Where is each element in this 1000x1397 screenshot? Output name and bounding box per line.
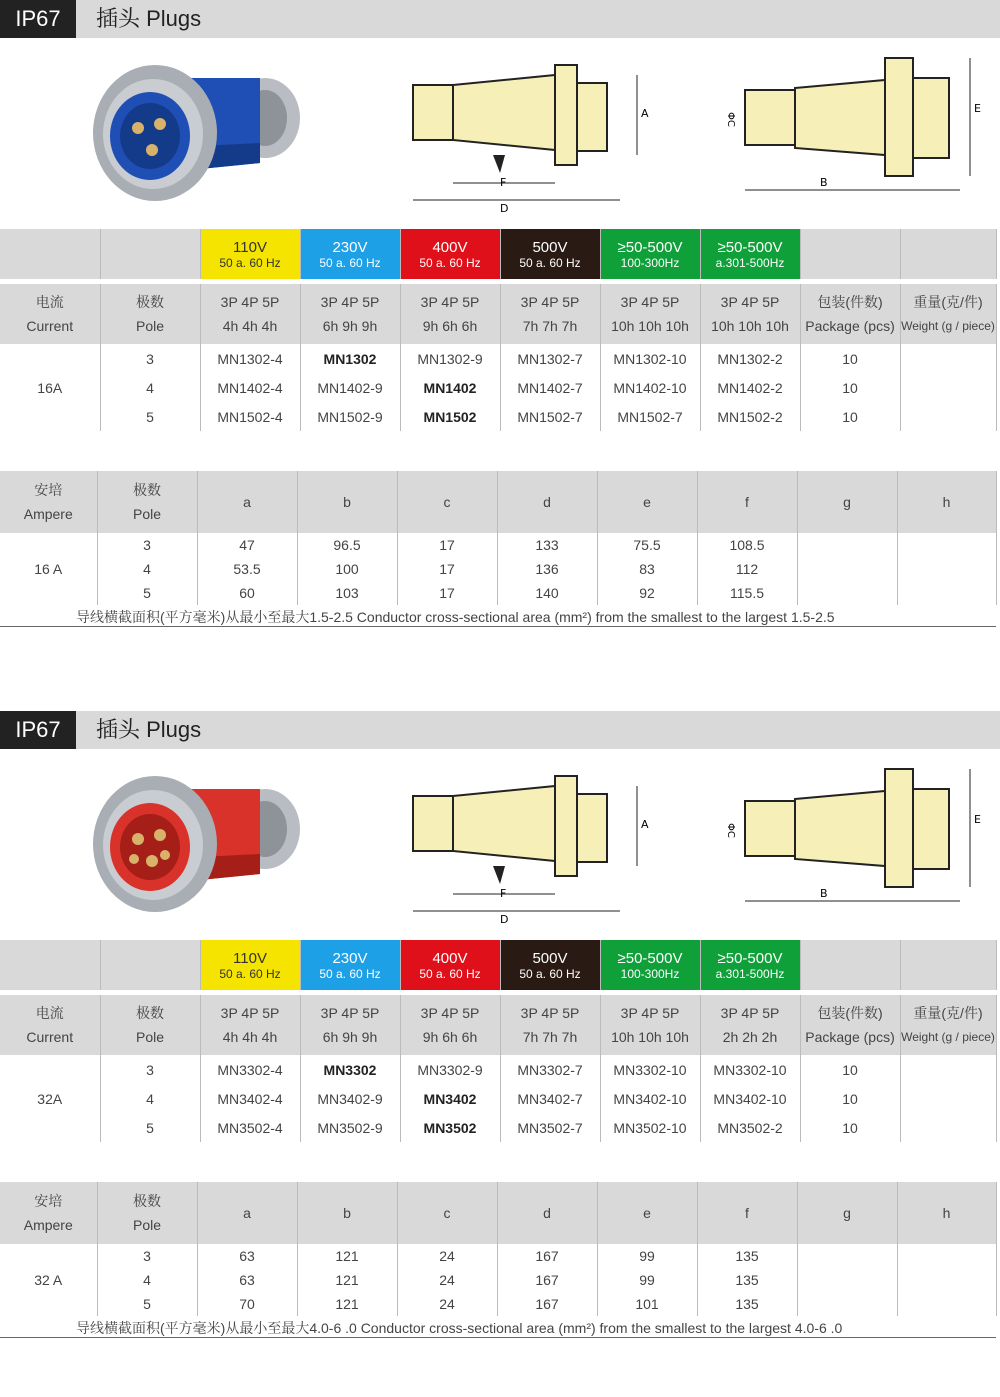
plug-photo: [90, 759, 320, 929]
frequency-value: 50 a. 60 Hz: [519, 255, 581, 270]
voltage-value: 230V: [332, 238, 368, 256]
dim-label-a: A: [641, 818, 649, 831]
voltage-value: ≥50-500V: [617, 949, 683, 967]
dimension-column-header: b: [297, 471, 397, 533]
blank-cell: [900, 940, 996, 990]
blank-cell: [0, 229, 100, 279]
pole-header: 极数 Pole: [97, 1182, 197, 1244]
dimension-value: 133: [497, 533, 597, 557]
package-header: 包装(件数) Package (pcs): [800, 284, 900, 344]
dimension-value: 135: [697, 1292, 797, 1316]
dim-label-c: ΦC: [725, 112, 736, 127]
weight-value: [900, 344, 996, 373]
dim-label-f: F: [500, 887, 507, 900]
voltage-value: 110V: [233, 949, 267, 967]
section-header: [0, 0, 1000, 38]
model-code: MN3502-4: [200, 1113, 300, 1142]
weight-value: [900, 1055, 996, 1084]
package-value: 10: [800, 402, 900, 431]
dimension-column-header: h: [897, 1182, 996, 1244]
dimension-column-header: g: [797, 471, 897, 533]
table-row: [0, 533, 996, 557]
voltage-cell: [400, 940, 500, 990]
dimension-value: 63: [197, 1244, 297, 1268]
dimension-value: 53.5: [197, 557, 297, 581]
voltage-value: ≥50-500V: [717, 238, 783, 256]
table-row: [0, 1084, 996, 1113]
pole-value: 4: [97, 557, 197, 581]
model-code: MN3302-4: [200, 1055, 300, 1084]
voltage-cell: [400, 229, 500, 279]
pin-hour-header: 3P 4P 5P 9h 6h 6h: [400, 995, 500, 1055]
table-row: [0, 1113, 996, 1142]
dimension-value: 63: [197, 1268, 297, 1292]
model-code: MN3302-10: [700, 1055, 800, 1084]
ip-rating-tag: IP67: [0, 711, 76, 749]
table-row: [0, 344, 996, 373]
frequency-value: 50 a. 60 Hz: [419, 255, 481, 270]
dimension-value: 167: [497, 1292, 597, 1316]
voltage-cell: [300, 229, 400, 279]
pole-value: 5: [97, 581, 197, 605]
model-code: MN3402-4: [200, 1084, 300, 1113]
package-value: 10: [800, 1084, 900, 1113]
divider: [0, 626, 996, 627]
frequency-value: a.301-500Hz: [715, 255, 785, 270]
pole-value: 3: [97, 533, 197, 557]
pole-value: 5: [100, 402, 200, 431]
blank-cell: [100, 940, 200, 990]
model-code: MN1302-2: [700, 344, 800, 373]
model-code: MN3302-10: [600, 1055, 700, 1084]
pole-value: 3: [100, 344, 200, 373]
dimension-value: [897, 581, 996, 605]
model-code: MN3502: [400, 1113, 500, 1142]
ampere-value: 16 A: [0, 533, 97, 605]
model-table: [0, 284, 997, 431]
voltage-value: 500V: [532, 238, 568, 256]
package-value: 10: [800, 344, 900, 373]
model-code: MN1302-10: [600, 344, 700, 373]
dimension-value: [897, 1268, 996, 1292]
blank-cell: [0, 940, 100, 990]
model-code: MN1302-7: [500, 344, 600, 373]
dimension-value: 167: [497, 1268, 597, 1292]
dimension-value: 24: [397, 1268, 497, 1292]
pin-hour-header: 3P 4P 5P 9h 6h 6h: [400, 284, 500, 344]
table-row: [0, 1268, 996, 1292]
current-value: 16A: [0, 344, 100, 431]
model-code: MN3402-9: [300, 1084, 400, 1113]
dimension-value: 108.5: [697, 533, 797, 557]
model-code: MN1502-7: [500, 402, 600, 431]
model-code: MN1302-4: [200, 344, 300, 373]
table-row: [0, 402, 996, 431]
dimension-table: [0, 1182, 997, 1316]
pole-value: 3: [97, 1244, 197, 1268]
dimension-value: 99: [597, 1268, 697, 1292]
voltage-value: 500V: [532, 949, 568, 967]
dimension-value: 121: [297, 1268, 397, 1292]
dimension-value: [897, 557, 996, 581]
dimension-value: 70: [197, 1292, 297, 1316]
section-header: [0, 711, 1000, 749]
dimension-value: 135: [697, 1268, 797, 1292]
frequency-value: 50 a. 60 Hz: [219, 255, 281, 270]
model-code: MN1402-2: [700, 373, 800, 402]
current-header: 电流 Current: [0, 995, 100, 1055]
section-title: 插头 Plugs: [96, 717, 202, 742]
dimension-value: 101: [597, 1292, 697, 1316]
model-code: MN3302-7: [500, 1055, 600, 1084]
dimension-value: 112: [697, 557, 797, 581]
dim-label-b: B: [820, 887, 828, 900]
voltage-header-table: [0, 940, 997, 990]
pin-hour-header: 3P 4P 5P 7h 7h 7h: [500, 284, 600, 344]
dimension-value: 99: [597, 1244, 697, 1268]
dim-label-a: A: [641, 107, 649, 120]
frequency-value: 50 a. 60 Hz: [219, 966, 281, 981]
table-row: [0, 581, 996, 605]
model-code: MN1502-4: [200, 402, 300, 431]
dimension-value: 24: [397, 1244, 497, 1268]
dimension-value: 136: [497, 557, 597, 581]
blank-cell: [800, 229, 900, 279]
model-code: MN3402: [400, 1084, 500, 1113]
current-header: 电流 Current: [0, 284, 100, 344]
package-value: 10: [800, 1113, 900, 1142]
weight-value: [900, 1084, 996, 1113]
pole-header: 极数 Pole: [100, 284, 200, 344]
dimension-value: 96.5: [297, 533, 397, 557]
dimension-value: 115.5: [697, 581, 797, 605]
model-code: MN1402: [400, 373, 500, 402]
model-code: MN1502-2: [700, 402, 800, 431]
pole-value: 3: [100, 1055, 200, 1084]
voltage-value: ≥50-500V: [617, 238, 683, 256]
model-code: MN1302-9: [400, 344, 500, 373]
dimension-value: 24: [397, 1292, 497, 1316]
pole-value: 5: [97, 1292, 197, 1316]
dim-label-e: E: [974, 102, 981, 115]
dimension-value: 60: [197, 581, 297, 605]
voltage-cell: [600, 940, 700, 990]
voltage-cell: [300, 940, 400, 990]
frequency-value: a.301-500Hz: [715, 966, 785, 981]
model-code: MN3502-7: [500, 1113, 600, 1142]
ampere-header: 安培 Ampere: [0, 1182, 97, 1244]
pin-hour-header: 3P 4P 5P 10h 10h 10h: [600, 995, 700, 1055]
dimension-column-header: a: [197, 471, 297, 533]
table-row: [0, 1055, 996, 1084]
dimension-column-header: g: [797, 1182, 897, 1244]
dimension-value: [797, 1268, 897, 1292]
divider: [0, 1337, 996, 1338]
model-code: MN3502-2: [700, 1113, 800, 1142]
voltage-value: ≥50-500V: [717, 949, 783, 967]
dimension-column-header: h: [897, 471, 996, 533]
dimension-value: [797, 1292, 897, 1316]
dim-label-b: B: [820, 176, 828, 189]
model-code: MN1402-9: [300, 373, 400, 402]
pole-header: 极数 Pole: [97, 471, 197, 533]
dimension-value: 135: [697, 1244, 797, 1268]
pole-value: 4: [100, 1084, 200, 1113]
ampere-header: 安培 Ampere: [0, 471, 97, 533]
frequency-value: 50 a. 60 Hz: [319, 255, 381, 270]
dimension-value: [797, 1244, 897, 1268]
dim-label-f: F: [500, 176, 507, 189]
ampere-value: 32 A: [0, 1244, 97, 1316]
model-table: [0, 995, 997, 1142]
ip-rating-tag: IP67: [0, 0, 76, 38]
table-row: [0, 1244, 996, 1268]
pin-hour-header: 3P 4P 5P 6h 9h 9h: [300, 284, 400, 344]
voltage-cell: [700, 940, 800, 990]
conductor-note: 导线横截面积(平方毫米)从最小至最大4.0-6 .0 Conductor cross-sectional area (mm²) from the smallest to the largest 4.0-6 .0: [76, 1320, 843, 1336]
dimension-column-header: f: [697, 1182, 797, 1244]
dimension-value: 121: [297, 1292, 397, 1316]
pole-value: 4: [100, 373, 200, 402]
frequency-value: 50 a. 60 Hz: [519, 966, 581, 981]
pin-hour-header: 3P 4P 5P 4h 4h 4h: [200, 995, 300, 1055]
dimension-value: 17: [397, 581, 497, 605]
dimension-value: [797, 557, 897, 581]
dimension-value: 92: [597, 581, 697, 605]
dimension-value: 167: [497, 1244, 597, 1268]
voltage-cell: [200, 229, 300, 279]
voltage-cell: [700, 229, 800, 279]
pole-value: 5: [100, 1113, 200, 1142]
voltage-value: 230V: [332, 949, 368, 967]
model-code: MN3502-9: [300, 1113, 400, 1142]
dimension-column-header: d: [497, 1182, 597, 1244]
dimension-column-header: c: [397, 471, 497, 533]
weight-header: 重量(克/件) Weight (g / piece): [900, 995, 996, 1055]
dimension-value: 83: [597, 557, 697, 581]
voltage-cell: [500, 229, 600, 279]
weight-value: [900, 402, 996, 431]
dimension-value: 75.5: [597, 533, 697, 557]
dimension-column-header: f: [697, 471, 797, 533]
dim-label-c: ΦC: [725, 823, 736, 838]
dim-label-d: D: [500, 913, 509, 926]
pin-hour-header: 3P 4P 5P 10h 10h 10h: [700, 284, 800, 344]
dimension-value: [797, 533, 897, 557]
pin-hour-header: 3P 4P 5P 2h 2h 2h: [700, 995, 800, 1055]
package-value: 10: [800, 373, 900, 402]
dimension-value: 103: [297, 581, 397, 605]
top-view-drawing: [720, 50, 990, 200]
dimension-value: [897, 1292, 996, 1316]
voltage-cell: [500, 940, 600, 990]
conductor-note: 导线横截面积(平方毫米)从最小至最大1.5-2.5 Conductor cross-sectional area (mm²) from the smallest to the largest 1.5-2.5: [76, 609, 835, 625]
model-code: MN1502-7: [600, 402, 700, 431]
weight-value: [900, 1113, 996, 1142]
dimension-column-header: a: [197, 1182, 297, 1244]
model-code: MN1402-10: [600, 373, 700, 402]
model-code: MN1402-4: [200, 373, 300, 402]
dimension-column-header: c: [397, 1182, 497, 1244]
voltage-cell: [200, 940, 300, 990]
dimension-column-header: b: [297, 1182, 397, 1244]
dimension-value: 47: [197, 533, 297, 557]
dim-label-e: E: [974, 813, 981, 826]
blank-cell: [800, 940, 900, 990]
voltage-cell: [600, 229, 700, 279]
blank-cell: [900, 229, 996, 279]
dim-label-d: D: [500, 202, 509, 215]
pin-hour-header: 3P 4P 5P 4h 4h 4h: [200, 284, 300, 344]
model-code: MN1302: [300, 344, 400, 373]
dimension-value: [897, 1244, 996, 1268]
package-value: 10: [800, 1055, 900, 1084]
pin-hour-header: 3P 4P 5P 10h 10h 10h: [600, 284, 700, 344]
dimension-value: [897, 533, 996, 557]
model-code: MN1402-7: [500, 373, 600, 402]
weight-value: [900, 373, 996, 402]
top-view-drawing: [720, 761, 990, 911]
model-code: MN3402-10: [700, 1084, 800, 1113]
model-code: MN3502-10: [600, 1113, 700, 1142]
dimension-value: 100: [297, 557, 397, 581]
frequency-value: 50 a. 60 Hz: [319, 966, 381, 981]
blank-cell: [100, 229, 200, 279]
voltage-value: 400V: [432, 238, 468, 256]
model-code: MN3402-10: [600, 1084, 700, 1113]
dimension-column-header: e: [597, 471, 697, 533]
model-code: MN3402-7: [500, 1084, 600, 1113]
model-code: MN3302-9: [400, 1055, 500, 1084]
pin-hour-header: 3P 4P 5P 7h 7h 7h: [500, 995, 600, 1055]
voltage-header-table: [0, 229, 997, 279]
dimension-table: [0, 471, 997, 605]
dimension-column-header: d: [497, 471, 597, 533]
dimension-value: 17: [397, 533, 497, 557]
dimension-value: 17: [397, 557, 497, 581]
table-row: [0, 557, 996, 581]
package-header: 包装(件数) Package (pcs): [800, 995, 900, 1055]
pole-header: 极数 Pole: [100, 995, 200, 1055]
dimension-value: 121: [297, 1244, 397, 1268]
table-row: [0, 1292, 996, 1316]
current-value: 32A: [0, 1055, 100, 1142]
frequency-value: 100-300Hz: [620, 966, 680, 981]
side-view-drawing: [405, 55, 655, 215]
model-code: MN3302: [300, 1055, 400, 1084]
side-view-drawing: [405, 766, 655, 926]
plug-photo: [90, 48, 320, 218]
frequency-value: 100-300Hz: [620, 255, 680, 270]
dimension-column-header: e: [597, 1182, 697, 1244]
dimension-value: [797, 581, 897, 605]
voltage-value: 110V: [233, 238, 267, 256]
voltage-value: 400V: [432, 949, 468, 967]
model-code: MN1502-9: [300, 402, 400, 431]
pin-hour-header: 3P 4P 5P 6h 9h 9h: [300, 995, 400, 1055]
section-title: 插头 Plugs: [96, 6, 202, 31]
dimension-value: 140: [497, 581, 597, 605]
frequency-value: 50 a. 60 Hz: [419, 966, 481, 981]
model-code: MN1502: [400, 402, 500, 431]
weight-header: 重量(克/件) Weight (g / piece): [900, 284, 996, 344]
table-row: [0, 373, 996, 402]
pole-value: 4: [97, 1268, 197, 1292]
